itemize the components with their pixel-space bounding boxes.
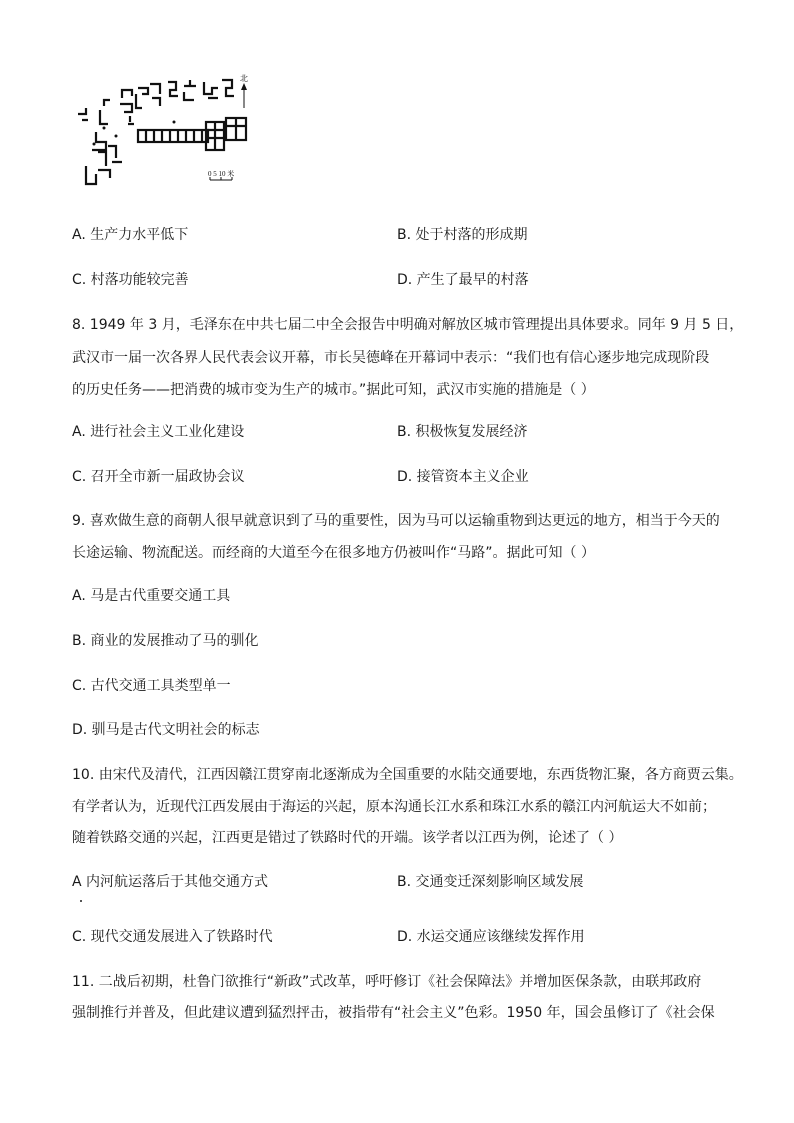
q10-stem-line-2: 有学者认为，近现代江西发展由于海运的兴起，原本沟通长江水系和珠江水系的赣江内河航运大不如前； [72, 799, 716, 815]
q10-stem-line-1: 10. 由宋代及清代，江西因赣江贯穿南北逐渐成为全国重要的水陆交通要地，东西货物汇聚，各方商贾云集。 [72, 767, 743, 783]
q7-option-b[interactable]: B. 处于村落的形成期 [397, 227, 528, 243]
q8-option-b[interactable]: B. 积极恢复发展经济 [397, 424, 528, 440]
q10-stem-line-3: 随着铁路交通的兴起，江西更是错过了铁路时代的开端。该学者以江西为例，论述了（ ） [72, 830, 623, 846]
settlement-plan-figure [72, 70, 262, 200]
plan-mark [78, 108, 88, 120]
north-label: 北 [240, 74, 248, 83]
plan-mark [92, 132, 106, 166]
plan-mark [168, 82, 178, 96]
plan-mark [128, 116, 134, 124]
q9-option-c[interactable]: C. 古代交通工具类型单一 [72, 678, 231, 694]
q9-stem-line-2: 长途运输、物流配送。而经商的大道至今在很多地方仍被叫作“马路”。据此可知（ ） [72, 545, 595, 561]
north-arrow-icon [241, 83, 247, 108]
q8-option-d[interactable]: D. 接管资本主义企业 [397, 469, 529, 485]
q11-stem-line-2: 强制推行并普及，但此建议遭到猛烈抨击，被指带有“社会主义”色彩。1950 年，国会虽修订了《社会保 [72, 1005, 715, 1021]
plan-house-row [138, 130, 208, 142]
stray-dot [80, 900, 82, 902]
q9-option-d[interactable]: D. 驯马是古代文明社会的标志 [72, 722, 260, 738]
q8-option-a[interactable]: A. 进行社会主义工业化建设 [72, 424, 245, 440]
scale-label: 0 5 10 米 [208, 170, 235, 178]
plan-mark [100, 100, 110, 124]
plan-mark [222, 80, 234, 96]
plan-mark [150, 84, 160, 106]
plan-mark [204, 82, 218, 98]
q8-stem-line-1: 8. 1949 年 3 月，毛泽东在中共七届二中全会报告中明确对解放区城市管理提出具体要求。同年 9 月 5 日， [72, 317, 744, 333]
q9-stem-line-1: 9. 喜欢做生意的商朝人很早就意识到了马的重要性，因为马可以运输重物到达更远的地方，相当于今天的 [72, 513, 720, 529]
plan-mark [136, 88, 148, 108]
q9-option-a[interactable]: A. 马是古代重要交通工具 [72, 588, 231, 604]
q7-option-c[interactable]: C. 村落功能较完善 [72, 272, 189, 288]
plan-mark [86, 166, 110, 184]
q8-option-c[interactable]: C. 召开全市新一届政协会议 [72, 469, 245, 485]
plan-mark [108, 146, 122, 162]
q11-stem-line-1: 11. 二战后初期，杜鲁门欲推行“新政”式改革，呼吁修订《社会保障法》并增加医保条款，由联邦政府 [72, 974, 702, 990]
q10-option-d[interactable]: D. 水运交通应该继续发挥作用 [397, 929, 585, 945]
q7-option-d[interactable]: D. 产生了最早的村落 [397, 272, 529, 288]
q8-stem-line-2: 武汉市一届一次各界人民代表会议开幕，市长吴德峰在开幕词中表示：“我们也有信心逐步地完成现阶段 [72, 350, 710, 366]
q10-option-b[interactable]: B. 交通变迁深刻影响区域发展 [397, 874, 584, 890]
plan-mark [184, 80, 196, 100]
q7-option-a[interactable]: A. 生产力水平低下 [72, 227, 189, 243]
q8-stem-line-3: 的历史任务——把消费的城市变为生产的城市。”据此可知，武汉市实施的措施是（ ） [72, 382, 595, 398]
q10-option-a[interactable]: A 内河航运落后于其他交通方式 [72, 874, 269, 890]
plan-mark [120, 90, 132, 112]
q9-option-b[interactable]: B. 商业的发展推动了马的驯化 [72, 633, 259, 649]
q10-option-c[interactable]: C. 现代交通发展进入了铁路时代 [72, 929, 273, 945]
